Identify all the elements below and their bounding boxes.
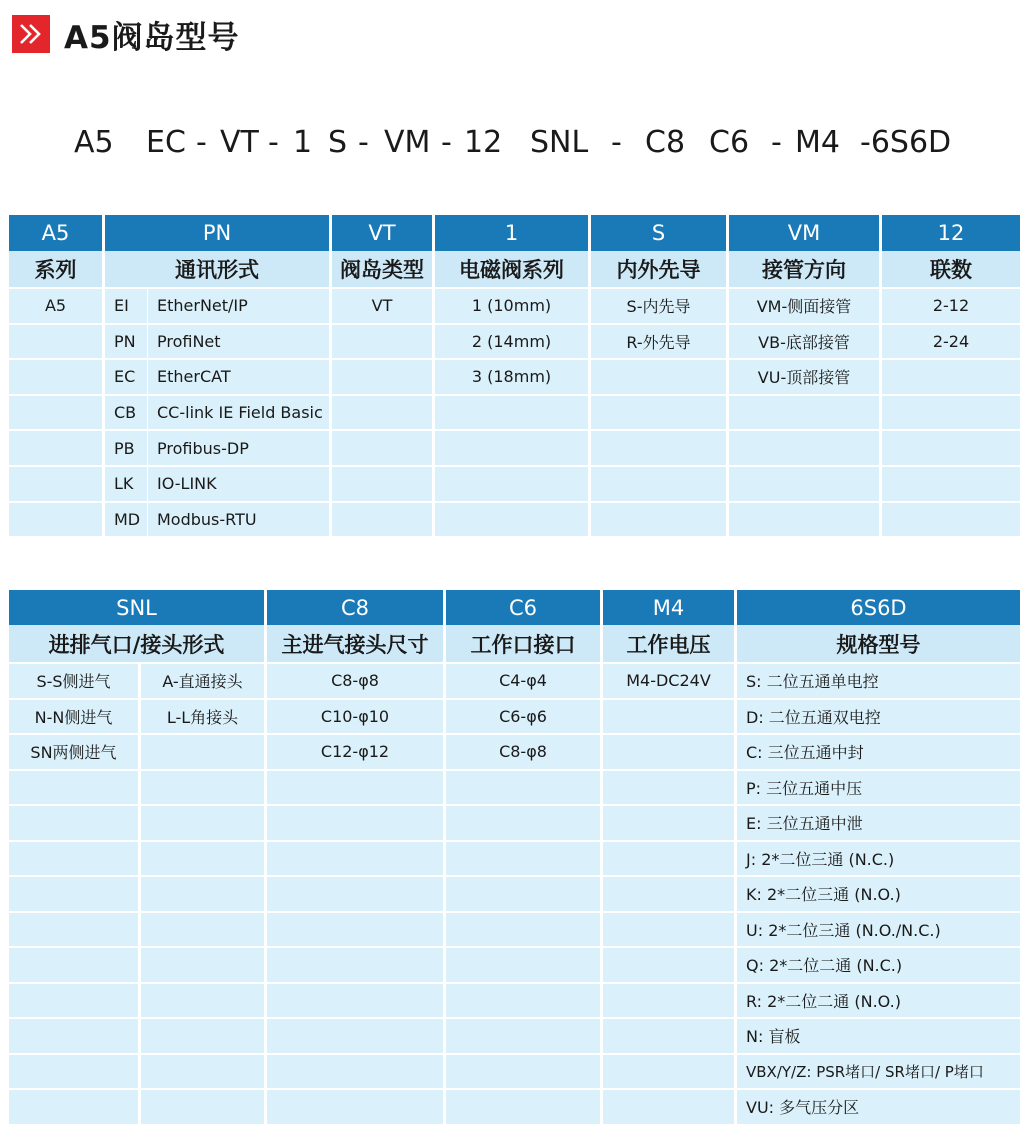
comm-name-cell: ProfiNet	[148, 325, 332, 361]
model-code-part: VT	[220, 125, 259, 160]
comm-code-cell: PB	[105, 431, 148, 467]
table2-header-cell: C8	[267, 590, 446, 625]
table-cell	[591, 360, 729, 396]
spec-cell: C: 三位五通中封	[737, 735, 1020, 771]
table-cell	[332, 360, 435, 396]
table-cell	[435, 503, 591, 539]
table-cell: C4-φ4	[446, 664, 603, 700]
table-cell	[332, 396, 435, 432]
model-code-part: -	[268, 125, 279, 160]
table-cell	[9, 1090, 141, 1126]
table1-header-cell: A5	[9, 215, 105, 251]
table-cell: N-N侧进气	[9, 700, 141, 736]
double-chevron-right-icon	[12, 15, 50, 53]
table-cell	[603, 735, 737, 771]
comm-code-cell: MD	[105, 503, 148, 539]
table-cell	[141, 842, 267, 878]
table-cell	[729, 467, 882, 503]
table-cell	[9, 360, 105, 396]
spec-cell: S: 二位五通单电控	[737, 664, 1020, 700]
comm-code-cell: EI	[105, 289, 148, 325]
table-cell	[882, 396, 1020, 432]
spec-cell: N: 盲板	[737, 1019, 1020, 1055]
table-cell	[267, 771, 446, 807]
table-cell	[267, 1019, 446, 1055]
table-cell	[603, 700, 737, 736]
table1-subheader-cell: 阀岛类型	[332, 251, 435, 289]
table-cell	[9, 984, 141, 1020]
model-code-part: A5	[74, 125, 114, 160]
table-cell	[9, 467, 105, 503]
table-cell	[141, 1090, 267, 1126]
model-table-1	[9, 215, 1020, 538]
table-cell	[141, 984, 267, 1020]
table-cell: 2-24	[882, 325, 1020, 361]
table-cell	[141, 771, 267, 807]
model-code-part: EC	[146, 125, 186, 160]
table-cell	[141, 877, 267, 913]
comm-name-cell: CC-link IE Field Basic	[148, 396, 332, 432]
spec-cell: K: 2*二位三通 (N.O.)	[737, 877, 1020, 913]
table2-header-cell: C6	[446, 590, 603, 625]
model-code-part: C6	[709, 125, 750, 160]
table-cell	[9, 877, 141, 913]
table2-header-cell: SNL	[9, 590, 267, 625]
table-cell	[446, 1090, 603, 1126]
comm-code-cell: EC	[105, 360, 148, 396]
table-cell	[446, 842, 603, 878]
table-cell: VU-顶部接管	[729, 360, 882, 396]
page-header	[12, 14, 240, 54]
comm-name-cell: Modbus-RTU	[148, 503, 332, 539]
model-code-part: -	[196, 125, 207, 160]
table-cell	[141, 806, 267, 842]
table-cell: C10-φ10	[267, 700, 446, 736]
table-cell	[446, 877, 603, 913]
table-cell: VM-侧面接管	[729, 289, 882, 325]
comm-name-cell: IO-LINK	[148, 467, 332, 503]
table-cell: VB-底部接管	[729, 325, 882, 361]
model-code-part: -	[771, 125, 782, 160]
table-cell	[882, 503, 1020, 539]
table2-header-cell: M4	[603, 590, 737, 625]
spec-cell: P: 三位五通中压	[737, 771, 1020, 807]
table-cell	[267, 948, 446, 984]
table-cell	[882, 360, 1020, 396]
table-cell	[446, 1055, 603, 1091]
spec-cell: R: 2*二位二通 (N.O.)	[737, 984, 1020, 1020]
table-cell	[435, 396, 591, 432]
model-code-string	[0, 120, 1024, 166]
table-cell	[446, 806, 603, 842]
model-code-part: -	[611, 125, 622, 160]
table1-header-cell: VT	[332, 215, 435, 251]
table1-subheader-cell: 联数	[882, 251, 1020, 289]
table2-subheader-cell: 工作电压	[603, 625, 737, 664]
table-cell: S-S侧进气	[9, 664, 141, 700]
table-cell	[9, 771, 141, 807]
table-cell	[591, 396, 729, 432]
table-cell: A5	[9, 289, 105, 325]
table-cell	[9, 1019, 141, 1055]
table-cell	[591, 503, 729, 539]
comm-name-cell: EtherCAT	[148, 360, 332, 396]
spec-cell: VU: 多气压分区	[737, 1090, 1020, 1126]
model-code-part: S	[328, 125, 348, 160]
table-cell: C6-φ6	[446, 700, 603, 736]
table-cell	[446, 1019, 603, 1055]
spec-cell: U: 2*二位三通 (N.O./N.C.)	[737, 913, 1020, 949]
table-cell	[332, 503, 435, 539]
table-cell: VT	[332, 289, 435, 325]
spec-cell: J: 2*二位三通 (N.C.)	[737, 842, 1020, 878]
table-cell	[591, 467, 729, 503]
table-cell	[603, 806, 737, 842]
table-cell	[729, 431, 882, 467]
table-cell	[141, 948, 267, 984]
comm-name-cell: Profibus-DP	[148, 431, 332, 467]
table-cell: L-L角接头	[141, 700, 267, 736]
table1-header-cell: 12	[882, 215, 1020, 251]
table-cell	[141, 1055, 267, 1091]
table-cell	[9, 1055, 141, 1091]
table-cell: C12-φ12	[267, 735, 446, 771]
table-cell: M4-DC24V	[603, 664, 737, 700]
table-cell	[435, 467, 591, 503]
table-cell	[882, 467, 1020, 503]
table1-header-cell: VM	[729, 215, 882, 251]
table-cell	[9, 396, 105, 432]
comm-code-cell: LK	[105, 467, 148, 503]
table-cell: S-内先导	[591, 289, 729, 325]
table-cell	[603, 1019, 737, 1055]
model-code-part: 12	[464, 125, 503, 160]
page-title: A5阀岛型号	[64, 19, 240, 56]
table1-subheader-cell: 系列	[9, 251, 105, 289]
table-cell	[603, 984, 737, 1020]
table-cell	[267, 1090, 446, 1126]
model-table-2	[9, 590, 1020, 1126]
spec-cell: VBX/Y/Z: PSR堵口/ SR堵口/ P堵口	[737, 1055, 1020, 1091]
table-cell	[9, 948, 141, 984]
table-cell	[603, 913, 737, 949]
model-code-part: -	[358, 125, 369, 160]
model-code-part: SNL	[530, 125, 589, 160]
table-cell	[9, 913, 141, 949]
table-cell: C8-φ8	[267, 664, 446, 700]
model-code-part: 1	[293, 125, 313, 160]
table1-subheader-cell: 接管方向	[729, 251, 882, 289]
table-cell	[729, 396, 882, 432]
table-cell	[332, 467, 435, 503]
table-cell	[267, 1055, 446, 1091]
comm-code-cell: PN	[105, 325, 148, 361]
model-code-part: VM	[384, 125, 431, 160]
table2-subheader-cell: 规格型号	[737, 625, 1020, 664]
table-cell	[603, 948, 737, 984]
spec-cell: E: 三位五通中泄	[737, 806, 1020, 842]
table-cell	[603, 1055, 737, 1091]
table-cell	[603, 842, 737, 878]
table-cell: C8-φ8	[446, 735, 603, 771]
table-cell: 1 (10mm)	[435, 289, 591, 325]
table-cell	[446, 771, 603, 807]
table1-header-cell: 1	[435, 215, 591, 251]
table-cell	[267, 842, 446, 878]
table-cell: A-直通接头	[141, 664, 267, 700]
table-cell	[729, 503, 882, 539]
model-code-part: M4	[795, 125, 840, 160]
table-cell	[141, 735, 267, 771]
table1-header-cell: PN	[105, 215, 332, 251]
table-cell	[9, 806, 141, 842]
table-cell: R-外先导	[591, 325, 729, 361]
table-cell	[446, 913, 603, 949]
table-cell	[603, 771, 737, 807]
table-cell	[882, 431, 1020, 467]
table-cell: SN两侧进气	[9, 735, 141, 771]
spec-cell: D: 二位五通双电控	[737, 700, 1020, 736]
table-cell	[603, 1090, 737, 1126]
table-cell	[591, 431, 729, 467]
table-cell: 3 (18mm)	[435, 360, 591, 396]
model-code-part: -6S6D	[860, 125, 952, 160]
table-cell: 2 (14mm)	[435, 325, 591, 361]
table-cell	[332, 325, 435, 361]
table1-subheader-cell: 内外先导	[591, 251, 729, 289]
table2-subheader-cell: 进排气口/接头形式	[9, 625, 267, 664]
table-cell	[141, 1019, 267, 1055]
table-cell	[267, 913, 446, 949]
table-cell: 2-12	[882, 289, 1020, 325]
table2-subheader-cell: 主进气接头尺寸	[267, 625, 446, 664]
spec-cell: Q: 2*二位二通 (N.C.)	[737, 948, 1020, 984]
table-cell	[446, 984, 603, 1020]
table-cell	[446, 948, 603, 984]
table-cell	[332, 431, 435, 467]
table-cell	[435, 431, 591, 467]
comm-code-cell: CB	[105, 396, 148, 432]
table2-header-cell: 6S6D	[737, 590, 1020, 625]
table-cell	[267, 984, 446, 1020]
table1-subheader-cell: 通讯形式	[105, 251, 332, 289]
model-code-part: C8	[645, 125, 686, 160]
table1-subheader-cell: 电磁阀系列	[435, 251, 591, 289]
table-cell	[267, 806, 446, 842]
table-cell	[9, 431, 105, 467]
table-cell	[603, 877, 737, 913]
table2-subheader-cell: 工作口接口	[446, 625, 603, 664]
table-cell	[9, 842, 141, 878]
table-cell	[267, 877, 446, 913]
comm-name-cell: EtherNet/IP	[148, 289, 332, 325]
table-cell	[9, 503, 105, 539]
table1-header-cell: S	[591, 215, 729, 251]
table-cell	[141, 913, 267, 949]
model-code-part: -	[441, 125, 452, 160]
table-cell	[9, 325, 105, 361]
